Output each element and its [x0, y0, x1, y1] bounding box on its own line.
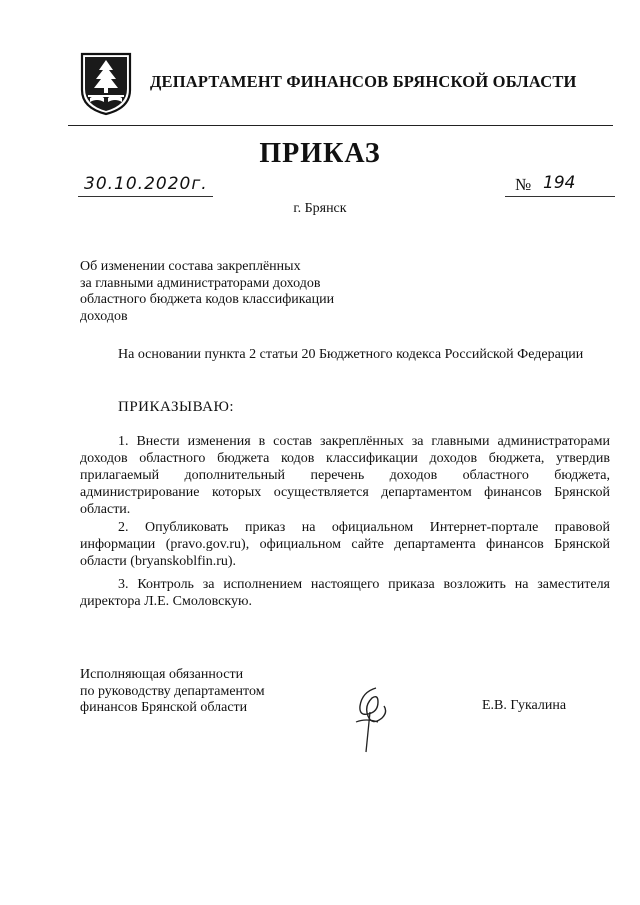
order-word: ПРИКАЗЫВАЮ:: [118, 399, 235, 415]
subject-line: за главными администраторами доходов: [80, 275, 321, 291]
signatory-role-line: Исполняющая обязанности: [80, 667, 244, 682]
signatory-role: [80, 667, 310, 717]
number-underline: [505, 196, 615, 197]
basis-paragraph: На основании пункта 2 статьи 20 Бюджетного кодекса Российской Федерации: [118, 347, 584, 362]
date-underline: [78, 196, 213, 197]
subject-line: Об изменении состава закреплённых: [80, 259, 301, 274]
coat-of-arms-icon: [80, 50, 132, 116]
order-item-3: 3. Контроль за исполнением настоящего приказа возложить на заместителя директора Л.Е. Смоловскую.: [80, 577, 610, 609]
signatory-role-line: по руководству департаментом: [80, 683, 265, 699]
signatory-role-line: финансов Брянской области: [80, 700, 248, 715]
signatory-name: Е.В. Гукалина: [482, 698, 567, 713]
subject-line: областного бюджета кодов классификации: [80, 292, 335, 308]
city: г. Брянск: [293, 201, 347, 216]
document-number: 194: [543, 173, 576, 193]
header-divider: [68, 125, 613, 126]
handwritten-signature: [348, 682, 396, 754]
order-item-1: 1. Внести изменения в состав закреплённых за главными администраторами доходов областного бюджета кодов классификации доходов бюджета, утвердив прилагаемый дополнительный перечень доходов областного бюджета, администрирование которых осуществляется департаментом финансов Брянской области.: [80, 434, 610, 517]
document-date: 30.10.2020г.: [84, 174, 208, 194]
number-label: №: [515, 175, 532, 194]
subject-line: доходов: [80, 308, 128, 324]
document-subject: [80, 259, 400, 325]
department-name: ДЕПАРТАМЕНТ ФИНАНСОВ БРЯНСКОЙ ОБЛАСТИ: [150, 72, 577, 91]
order-item-2: 2. Опубликовать приказ на официальном Интернет-портале правовой информации (pravo.gov.ru), официальном сайте департамента финансов Брянской области (bryanskoblfin.ru).: [80, 520, 610, 569]
document-title: ПРИКАЗ: [259, 138, 381, 169]
